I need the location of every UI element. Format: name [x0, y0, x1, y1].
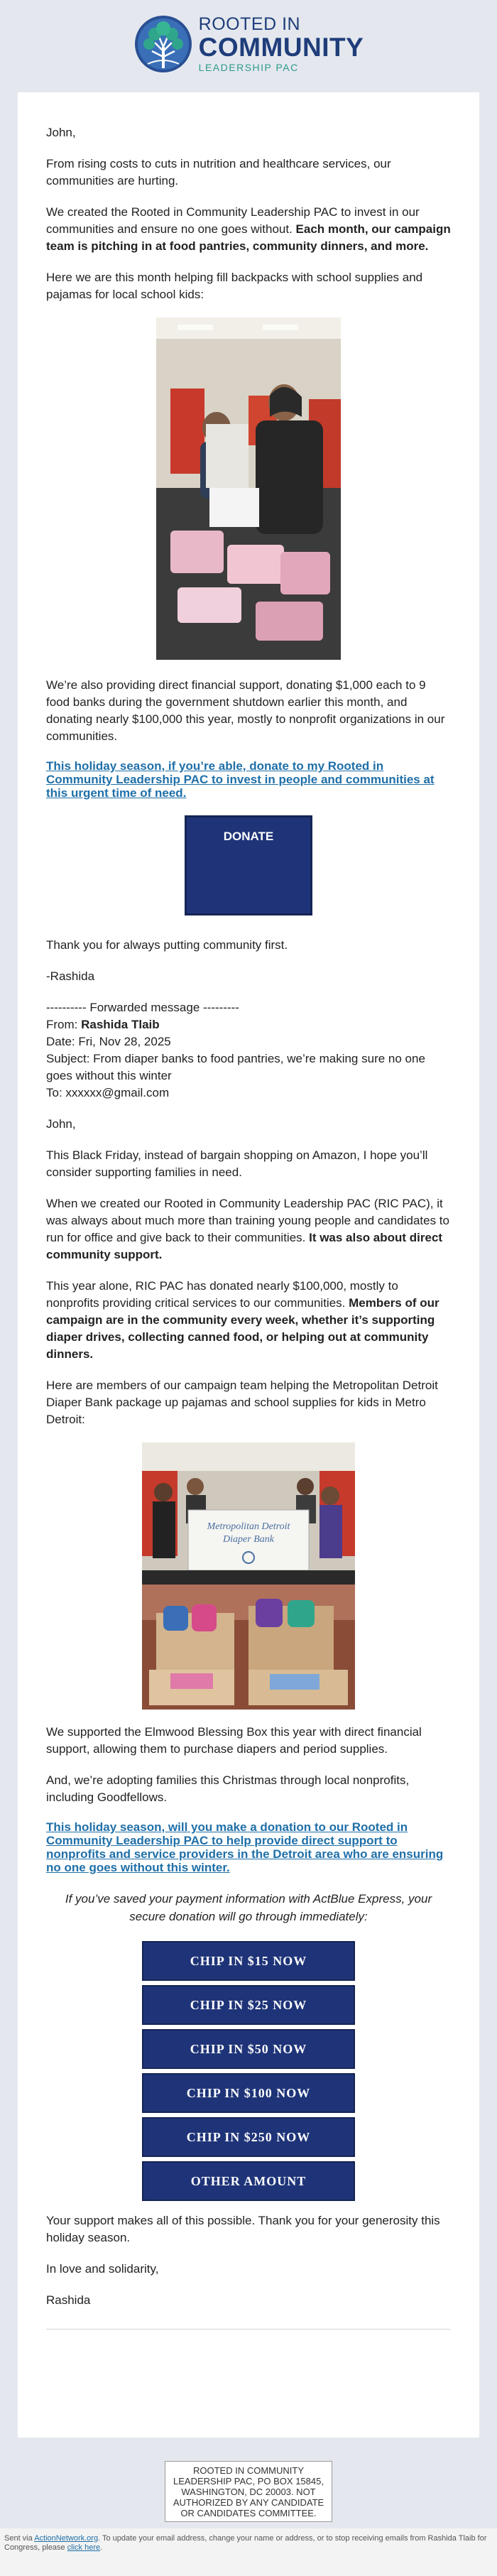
forwarded-marker: ---------- Forwarded message --------- [46, 1001, 239, 1014]
logo-line-community: COMMUNITY [198, 33, 364, 62]
forwarded-date: Date: Fri, Nov 28, 2025 [46, 1035, 171, 1048]
donate-link-2[interactable]: This holiday season, will you make a donation to our Rooted in Community Leadership PAC to help provide direct support to nonprofits and service providers in the Detroit area who are ensuring no one goes without this winter. [46, 1820, 444, 1874]
intro-paragraph: From rising costs to cuts in nutrition and healthcare services, our communities are hurting. [46, 157, 391, 188]
ric-pac-bold: It was also about direct community support. [46, 1231, 443, 1261]
ric-pac-text: When we created our Rooted in Community Leadership PAC (RIC PAC), it was always about much more than training young people and candidates to run for office and give back to their communities. [46, 1197, 449, 1244]
goodfellows-paragraph: And, we’re adopting families this Christmas through local nonprofits, including Goodfellows. [46, 1773, 410, 1804]
email-footer [0, 2528, 497, 2576]
diaper-bank-team-photo [142, 1442, 355, 1585]
email-body [18, 92, 479, 2438]
volunteers-packing-photo [156, 317, 341, 660]
financial-support-paragraph: We’re also providing direct financial support, donating $1,000 each to 9 food banks during the government shutdown earlier this month, and donating nearly $100,000 this year, mostly to nonprofit organizations in our communities. [46, 678, 445, 743]
donations-bold: Members of our campaign are in the community every week, whether it’s supporting diaper drives, collecting canned food, or helping out at community dinners. [46, 1296, 439, 1361]
donations-text: This year alone, RIC PAC has donated nearly $100,000, mostly to nonprofits providing critical services to our communities. [46, 1279, 398, 1310]
chip-in-250-button[interactable]: CHIP IN $250 NOW [142, 2117, 355, 2157]
greeting: John, [46, 126, 76, 139]
pac-paragraph-text: We created the Rooted in Community Leadership PAC to invest in our communities and ensure no one goes without. [46, 205, 420, 236]
forwarded-from [46, 1016, 451, 1033]
forwarded-subject: Subject: From diaper banks to food pantries, we’re making sure no one goes without this winter [46, 1052, 425, 1082]
donate-button[interactable]: DONATE [185, 815, 312, 915]
closing-solidarity: In love and solidarity, [46, 2262, 159, 2276]
pac-paragraph-bold: Each month, our campaign team is pitching in at food pantries, community dinners, and more. [46, 222, 451, 253]
closing-support-paragraph: Your support makes all of this possible. Thank you for your generosity this holiday season. [46, 2214, 440, 2244]
header-logo[interactable] [0, 0, 497, 88]
backpack-paragraph: Here we are this month helping fill backpacks with school supplies and pajamas for local school kids: [46, 271, 423, 301]
banner-line-2: Diaper Bank [223, 1534, 274, 1545]
other-amount-button[interactable]: OTHER AMOUNT [142, 2161, 355, 2201]
tree-logo-icon [133, 14, 193, 74]
chip-in-15-button[interactable]: CHIP IN $15 NOW [142, 1941, 355, 1981]
donate-link-1[interactable]: This holiday season, if you’re able, donate to my Rooted in Community Leadership PAC to invest in people and communities at this urgent time of need. [46, 759, 435, 800]
from-label: From: [46, 1018, 82, 1031]
logo-wordmark [199, 16, 364, 72]
actblue-express-note: If you’ve saved your payment information with ActBlue Express, your secure donation will go through immediately: [65, 1892, 432, 1923]
logo-line-rooted-in: ROOTED IN [198, 14, 301, 34]
thanks-paragraph: Thank you for always putting community first. [46, 938, 288, 952]
forwarded-header [46, 999, 451, 1102]
chip-in-buttons [46, 1941, 451, 2201]
signoff-rashida: -Rashida [46, 969, 95, 983]
forwarded-message [46, 999, 451, 2309]
logo-line-leadership-pac: LEADERSHIP PAC [198, 62, 299, 73]
donations-paragraph [46, 1278, 451, 1363]
black-friday-paragraph: This Black Friday, instead of bargain shopping on Amazon, I hope you’ll consider supporting families in need. [46, 1148, 428, 1179]
unsubscribe-link[interactable]: click here [67, 2543, 101, 2552]
banner-line-1: Metropolitan Detroit [207, 1521, 290, 1532]
chip-in-50-button[interactable]: CHIP IN $50 NOW [142, 2029, 355, 2069]
footer-sent-via: Sent via [4, 2534, 35, 2543]
elmwood-paragraph: We supported the Elmwood Blessing Box this year with direct financial support, allowing them to purchase diapers and period supplies. [46, 1725, 422, 1756]
closing-signature: Rashida [46, 2293, 91, 2307]
chip-in-100-button[interactable]: CHIP IN $100 NOW [142, 2073, 355, 2113]
footer-end: . [100, 2543, 103, 2552]
forwarded-greeting: John, [46, 1117, 76, 1131]
backpacks-boxes-photo [142, 1585, 355, 1710]
chip-in-25-button[interactable]: CHIP IN $25 NOW [142, 1985, 355, 2025]
from-name: Rashida Tlaib [81, 1018, 160, 1031]
pac-paragraph [46, 204, 451, 255]
actionnetwork-link[interactable]: ActionNetwork.org [34, 2534, 99, 2543]
forwarded-to: To: xxxxxx@gmail.com [46, 1086, 170, 1099]
diaper-bank-paragraph: Here are members of our campaign team helping the Metropolitan Detroit Diaper Bank package up pajamas and school supplies for kids in Metro Detroit: [46, 1379, 438, 1426]
footer-divider [46, 2329, 451, 2330]
footer-update-text: . To update your email address, change your name or address, or to stop receiving emails from Rashida Tlaib for Congress, please [4, 2534, 487, 2552]
paid-for-disclaimer: ROOTED IN COMMUNITY LEADERSHIP PAC, PO BOX 15845, WASHINGTON, DC 20003. NOT AUTHORIZED BY ANY CANDIDATE OR CANDIDATES COMMITTEE. [165, 2461, 332, 2522]
ric-pac-paragraph [46, 1195, 451, 1263]
